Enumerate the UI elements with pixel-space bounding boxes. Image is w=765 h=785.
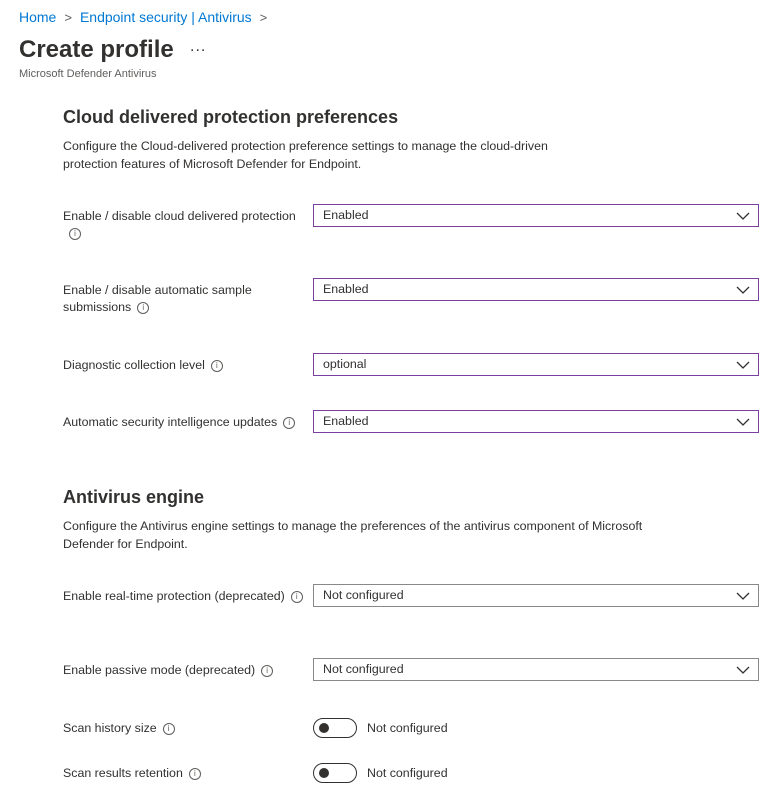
- setting-label-scan-results-retention: Scan results retention i: [63, 765, 303, 782]
- scan-history-size-toggle[interactable]: [313, 718, 357, 738]
- setting-label-diagnostic-level: Diagnostic collection level i: [63, 357, 303, 374]
- chevron-down-icon: [736, 359, 750, 371]
- breadcrumb-home-link[interactable]: Home: [19, 9, 57, 25]
- section-description-cloud: Configure the Cloud-delivered protection preference settings to manage the cloud-driven protection features of Microsoft Defender for Endpoint.: [63, 139, 548, 171]
- info-icon[interactable]: i: [211, 360, 223, 372]
- info-icon[interactable]: i: [283, 417, 295, 429]
- passive-mode-dropdown[interactable]: [313, 658, 759, 681]
- chevron-down-icon: [736, 416, 750, 428]
- dropdown-value: Not configured: [323, 662, 404, 676]
- scan-results-retention-toggle[interactable]: [313, 763, 357, 783]
- page-title: Create profile: [19, 36, 174, 63]
- scan-results-retention-value: Not configured: [367, 766, 448, 780]
- dropdown-value: optional: [323, 357, 367, 371]
- info-icon[interactable]: i: [69, 228, 81, 240]
- info-icon[interactable]: i: [189, 768, 201, 780]
- diagnostic-level-dropdown[interactable]: [313, 353, 759, 376]
- scan-history-size-value: Not configured: [367, 721, 448, 735]
- toggle-knob: [319, 723, 329, 733]
- intelligence-updates-dropdown[interactable]: [313, 410, 759, 433]
- dropdown-value: Enabled: [323, 282, 369, 296]
- dropdown-value: Not configured: [323, 588, 404, 602]
- setting-label-intelligence-updates: Automatic security intelligence updates i: [63, 414, 303, 431]
- section-title-cloud: Cloud delivered protection preferences: [63, 107, 399, 127]
- chevron-down-icon: [736, 210, 750, 222]
- section-title-engine: Antivirus engine: [63, 487, 205, 507]
- more-options-button[interactable]: ...: [190, 38, 207, 55]
- toggle-knob: [319, 768, 329, 778]
- info-icon[interactable]: i: [163, 723, 175, 735]
- setting-label-scan-history-size: Scan history size i: [63, 720, 303, 737]
- realtime-protection-dropdown[interactable]: [313, 584, 759, 607]
- breadcrumb-endpoint-security-link[interactable]: Endpoint security | Antivirus: [79, 9, 252, 25]
- info-icon[interactable]: i: [137, 302, 149, 314]
- setting-label-realtime-protection: Enable real-time protection (deprecated) i: [63, 588, 303, 605]
- chevron-down-icon: [736, 590, 750, 602]
- chevron-right-icon: >: [259, 9, 268, 25]
- chevron-right-icon: >: [64, 9, 72, 25]
- dropdown-value: Enabled: [323, 208, 369, 222]
- dropdown-value: Enabled: [323, 414, 369, 428]
- section-description-engine: Configure the Antivirus engine settings to manage the preferences of the antivirus component of Microsoft Defender for Endpoint.: [63, 519, 643, 551]
- setting-label-passive-mode: Enable passive mode (deprecated) i: [63, 662, 303, 679]
- info-icon[interactable]: i: [291, 591, 303, 603]
- page-subtitle: Microsoft Defender Antivirus: [19, 68, 157, 80]
- chevron-down-icon: [736, 664, 750, 676]
- sample-submissions-dropdown[interactable]: [313, 278, 759, 301]
- setting-label-cloud-protection: Enable / disable cloud delivered protectioni: [63, 209, 296, 238]
- info-icon[interactable]: i: [261, 665, 273, 677]
- breadcrumb: [19, 9, 275, 25]
- cloud-protection-dropdown[interactable]: [313, 204, 759, 227]
- setting-label-sample-submissions: Enable / disable automatic sample submissions i: [63, 283, 252, 314]
- chevron-down-icon: [736, 284, 750, 296]
